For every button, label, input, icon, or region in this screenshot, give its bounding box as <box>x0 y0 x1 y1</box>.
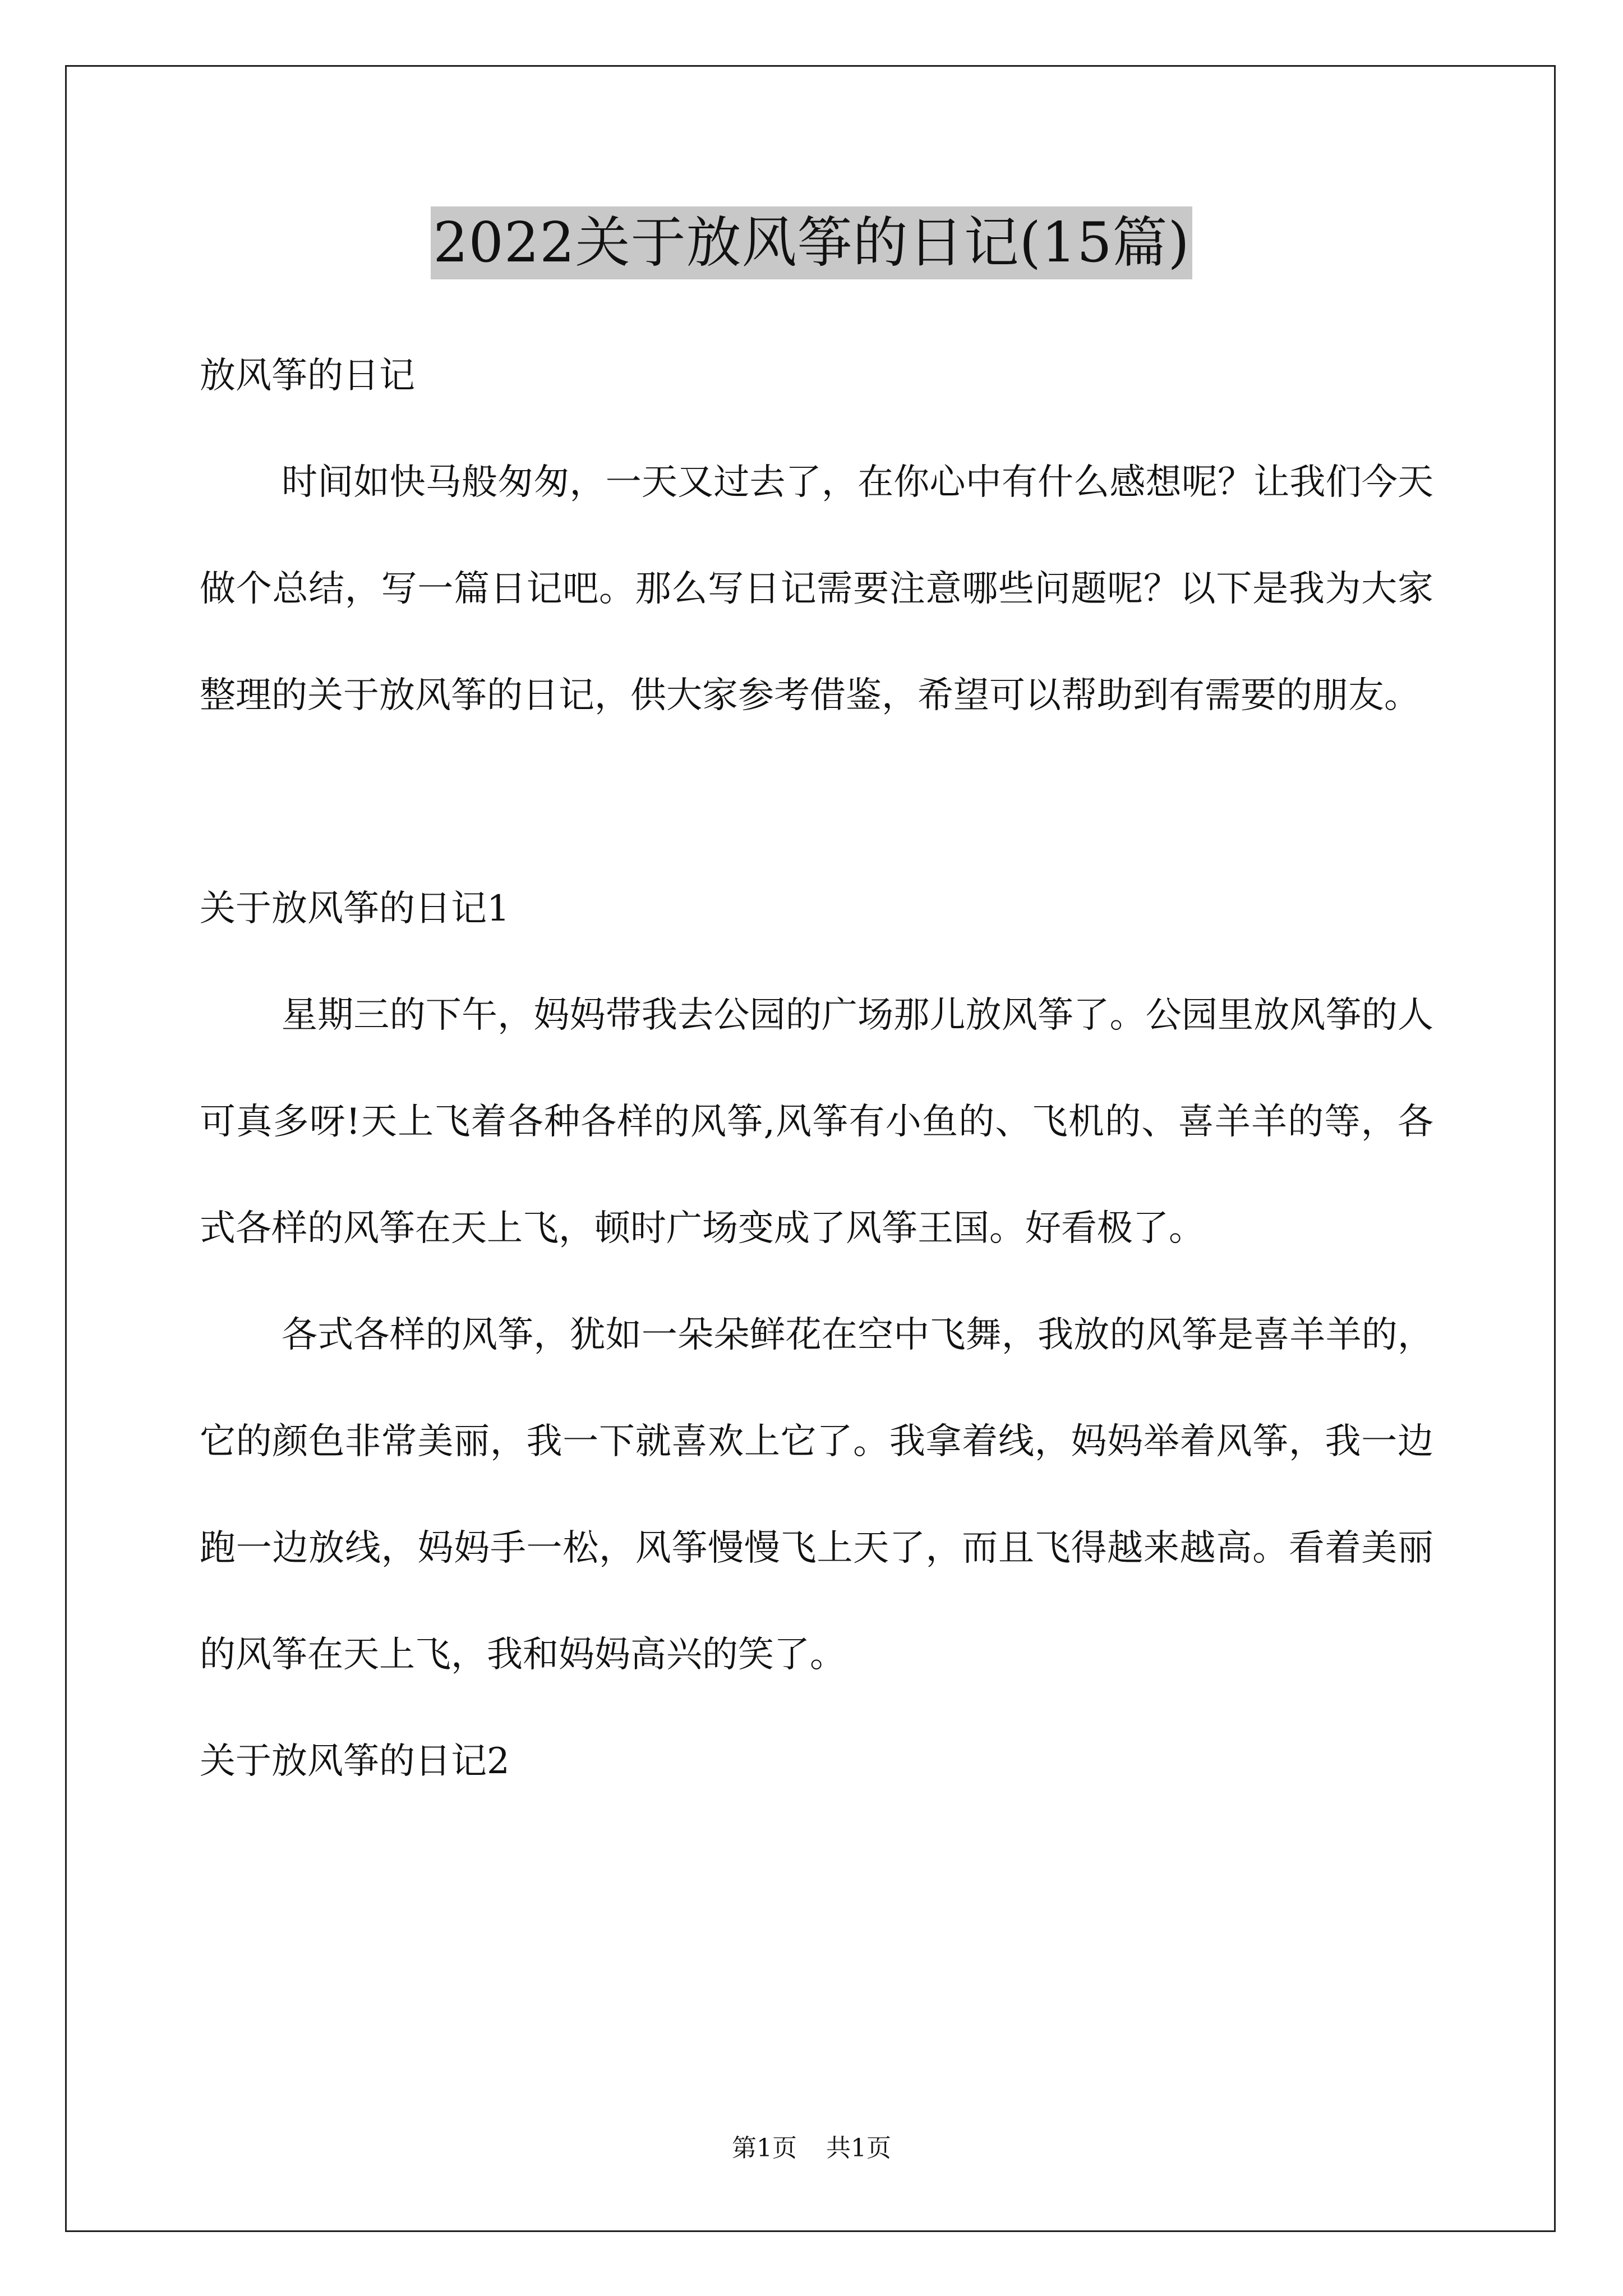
section-heading-1: 关于放风筝的日记1 <box>200 888 510 930</box>
page-number-total: 共1页 <box>826 2134 891 2162</box>
document-body <box>200 323 1433 1815</box>
intro-paragraph: 时间如快马般匆匆，一天又过去了，在你心中有什么感想呢？让我们今天做个总结，写一篇日记吧。那么写日记需要注意哪些问题呢？以下是我为大家整理的关于放风筝的日记，供大家参考借鉴，希望可以帮助到有需要的朋友。 <box>200 462 1433 716</box>
section-1-paragraph-1: 星期三的下午，妈妈带我去公园的广场那儿放风筝了。公园里放风筝的人可真多呀!天上飞着各种各样的风筝,风筝有小鱼的、飞机的、喜羊羊的等，各式各样的风筝在天上飞，顿时广场变成了风筝王国。好看极了。 <box>200 995 1433 1249</box>
page-footer <box>0 2132 1623 2165</box>
section-spacer <box>200 749 1433 855</box>
intro-heading: 放风筝的日记 <box>200 355 415 397</box>
section-heading-2: 关于放风筝的日记2 <box>200 1741 510 1782</box>
section-1-paragraph-2: 各式各样的风筝，犹如一朵朵鲜花在空中飞舞，我放的风筝是喜羊羊的，它的颜色非常美丽，我一下就喜欢上它了。我拿着线，妈妈举着风筝，我一边跑一边放线，妈妈手一松，风筝慢慢飞上天了，而且飞得越来越高。看着美丽的风筝在天上飞，我和妈妈高兴的笑了。 <box>200 1314 1433 1676</box>
document-title: 2022关于放风筝的日记(15篇) <box>431 206 1192 279</box>
title-container <box>0 206 1623 279</box>
page-number-current: 第1页 <box>732 2134 797 2162</box>
